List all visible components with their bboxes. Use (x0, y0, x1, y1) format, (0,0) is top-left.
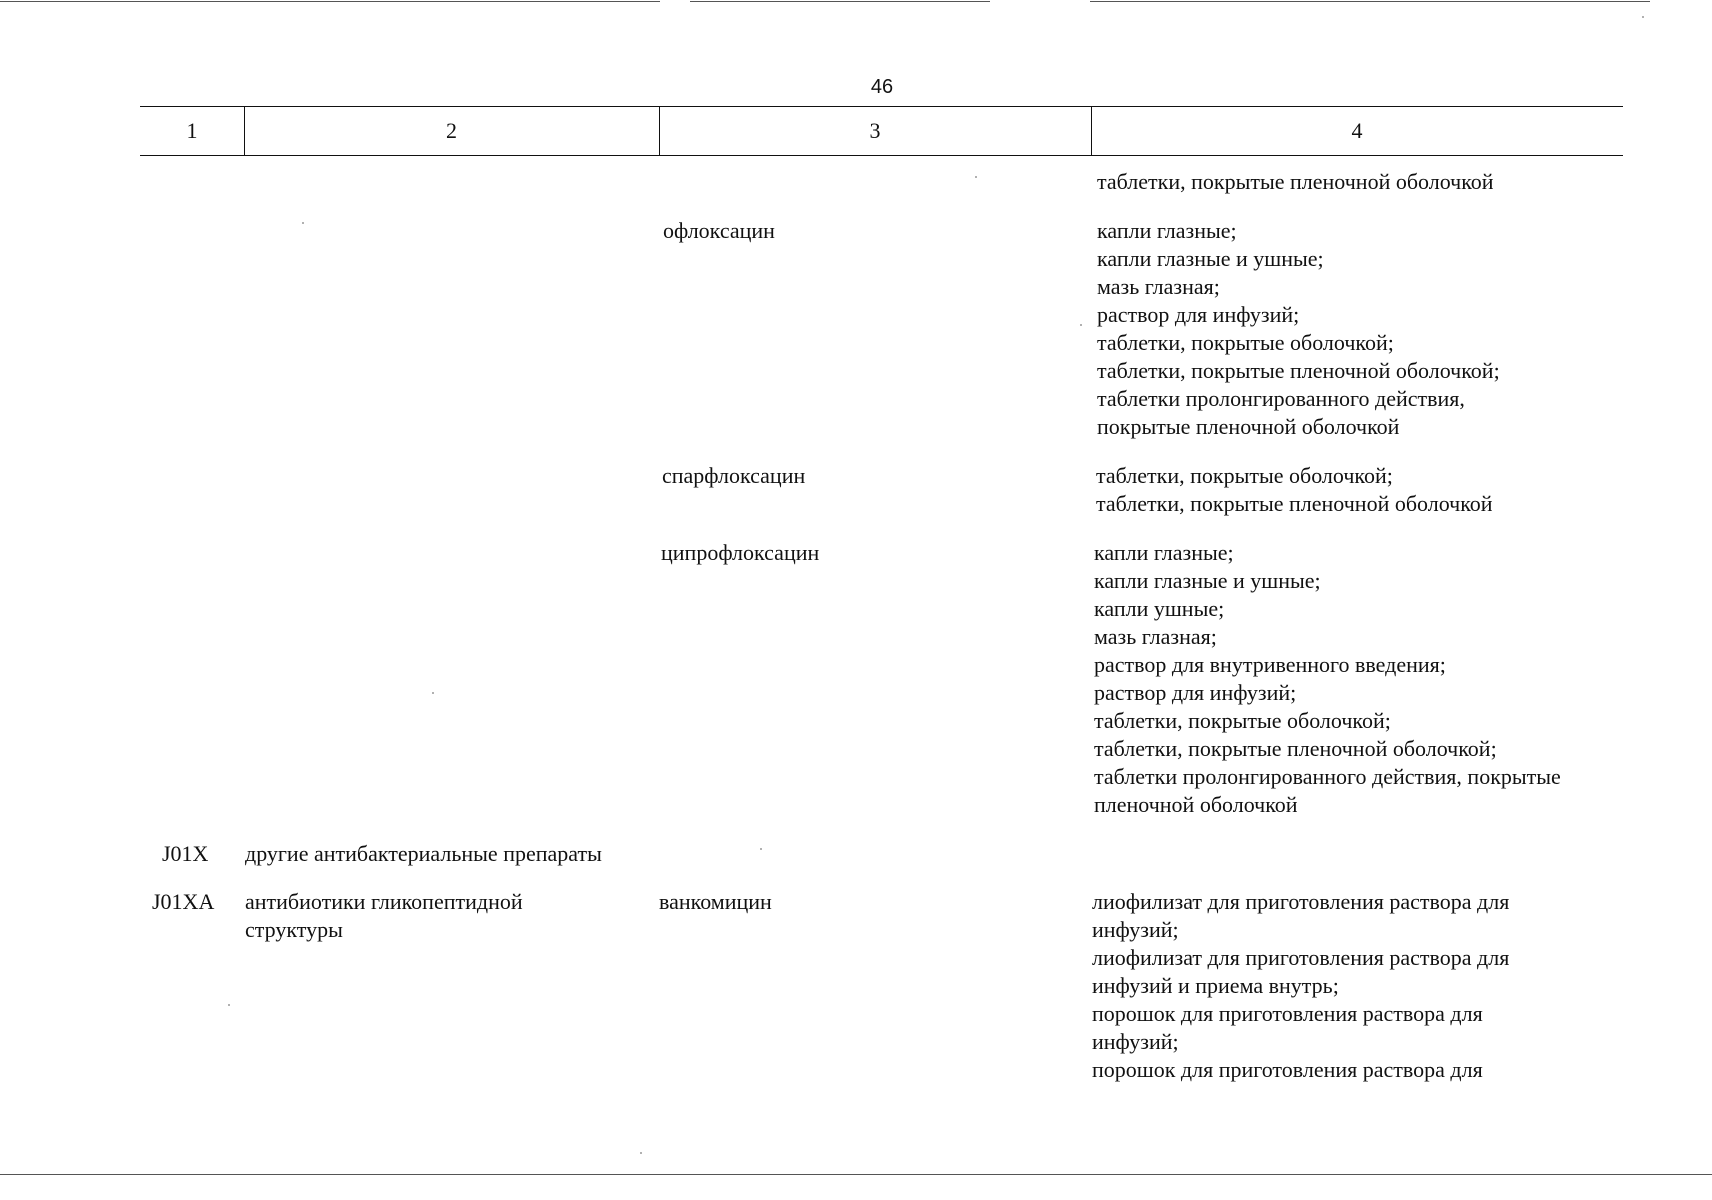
scan-edge-top-mid (690, 1, 990, 2)
dosage-form-line: инфузий и приема внутрь; (1092, 973, 1339, 998)
dosage-form-line: капли ушные; (1094, 596, 1225, 621)
scan-edge-top-right (1090, 1, 1650, 2)
scan-edge-bottom (0, 1174, 1712, 1175)
scan-speck (1080, 324, 1082, 326)
scan-speck (640, 1152, 642, 1154)
dosage-form-line: лиофилизат для приготовления раствора для (1092, 889, 1510, 914)
dosage-form-line: порошок для приготовления раствора для (1092, 1057, 1483, 1082)
scan-speck (228, 1004, 230, 1006)
dosage-form-line: пленочной оболочкой (1094, 792, 1298, 817)
dosage-form-line: таблетки, покрытые пленочной оболочкой; (1094, 736, 1497, 761)
dosage-form-line: раствор для внутривенного введения; (1094, 652, 1446, 677)
scan-speck (302, 222, 304, 224)
dosage-form-line: таблетки, покрытые оболочкой; (1094, 708, 1391, 733)
dosage-forms-cell (1092, 888, 1509, 1084)
page-number: 46 (870, 76, 894, 98)
header-col-2: 2 (446, 118, 457, 143)
dosage-forms-cell (1094, 539, 1561, 819)
drug-name-cell: ципрофлоксацин (661, 540, 820, 565)
drug-name-cell: ванкомицин (659, 889, 772, 914)
dosage-form-line: мазь глазная; (1094, 624, 1217, 649)
dosage-form-line: инфузий; (1092, 917, 1179, 942)
dosage-form-line: таблетки, покрытые оболочкой; (1097, 330, 1394, 355)
dosage-form-line: таблетки, покрытые пленочной оболочкой (1097, 169, 1494, 194)
atc-group-line: антибиотики гликопептидной (245, 889, 523, 914)
atc-code-cell: J01XA (152, 889, 215, 914)
dosage-form-line: лиофилизат для приготовления раствора для (1092, 945, 1510, 970)
scan-edge-top-left (0, 1, 660, 2)
dosage-form-line: капли глазные и ушные; (1097, 246, 1324, 271)
dosage-form-line: таблетки, покрытые оболочкой; (1096, 463, 1393, 488)
header-col-4: 4 (1351, 118, 1363, 143)
dosage-form-line: таблетки, покрытые пленочной оболочкой (1096, 491, 1493, 516)
scan-speck (1642, 16, 1644, 18)
drug-name-cell: спарфлоксацин (662, 463, 806, 488)
dosage-form-line: капли глазные и ушные; (1094, 568, 1321, 593)
dosage-form-line: инфузий; (1092, 1029, 1179, 1054)
dosage-form-line: раствор для инфузий; (1097, 302, 1300, 327)
dosage-forms-cell (1097, 217, 1500, 441)
dosage-form-line: мазь глазная; (1097, 274, 1220, 299)
dosage-form-line: таблетки пролонгированного действия, (1097, 386, 1465, 411)
atc-group-cell (245, 888, 523, 944)
dosage-form-line: капли глазные; (1094, 540, 1234, 565)
table-header (140, 106, 1623, 156)
dosage-forms-cell (1097, 168, 1494, 196)
header-col-1: 1 (186, 118, 198, 143)
atc-group-line: другие антибактериальные препараты (245, 841, 602, 866)
dosage-form-line: таблетки пролонгированного действия, покрытые (1094, 764, 1561, 789)
scan-speck (760, 848, 762, 850)
dosage-form-line: раствор для инфузий; (1094, 680, 1297, 705)
dosage-form-line: порошок для приготовления раствора для (1092, 1001, 1483, 1026)
dosage-form-line: покрытые пленочной оболочкой (1097, 414, 1400, 439)
atc-code-cell: J01X (162, 841, 209, 866)
atc-group-cell (245, 840, 602, 868)
drug-name-cell: офлоксацин (663, 218, 775, 243)
atc-group-line: структуры (245, 917, 343, 942)
dosage-form-line: таблетки, покрытые пленочной оболочкой; (1097, 358, 1500, 383)
scan-speck (975, 176, 977, 178)
dosage-form-line: капли глазные; (1097, 218, 1237, 243)
dosage-forms-cell (1096, 462, 1493, 518)
scan-speck (432, 692, 434, 694)
header-col-3: 3 (869, 118, 881, 143)
